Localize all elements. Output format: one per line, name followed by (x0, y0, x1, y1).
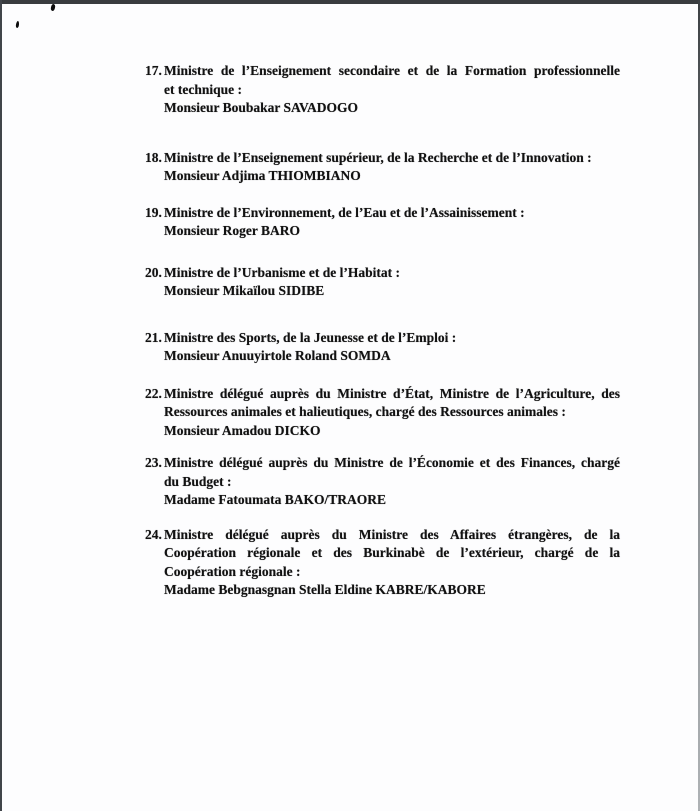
item-body (164, 385, 620, 441)
list-item (145, 204, 620, 241)
minister-title-line: Ministre délégué auprès du Ministre d’État, Ministre de l’Agriculture, des (164, 385, 620, 401)
minister-title-line: Coopération régionale : (164, 563, 301, 579)
list-item (145, 149, 620, 186)
minister-title-line: Ministre de l’Enseignement secondaire et de la Formation professionnelle (164, 63, 620, 78)
item-body (164, 329, 620, 366)
list-item (145, 454, 620, 510)
ministers-list (145, 62, 620, 600)
minister-name: Monsieur Roger BARO (164, 223, 300, 238)
ink-speck-left (16, 21, 20, 28)
minister-title-line: Ministre de l’Environnement, de l’Eau et de l’Assainissement : (164, 204, 525, 220)
minister-title-line: Ministre de l’Enseignement supérieur, de la Recherche et de l’Innovation : (164, 149, 592, 165)
item-number: 23. (145, 455, 162, 470)
minister-title-line: Ministre délégué auprès du Ministre des Affaires étrangères, de la (164, 526, 620, 542)
minister-name: Monsieur Adjima THIOMBIANO (164, 168, 361, 183)
item-number: 21. (145, 329, 162, 345)
item-body (164, 264, 620, 301)
item-number: 22. (145, 385, 162, 401)
scan-edge-left (0, 0, 2, 811)
minister-title-line: Ministre de l’Urbanisme et de l’Habitat : (164, 264, 400, 280)
item-number: 17. (145, 63, 162, 78)
minister-title-line: Ministre des Sports, de la Jeunesse et de l’Emploi : (164, 329, 457, 345)
minister-name: Monsieur Amadou DICKO (164, 422, 321, 438)
minister-title-line: Ministre délégué auprès du Ministre de l’Économie et des Finances, chargé (164, 455, 620, 470)
scan-edge-top (0, 0, 700, 4)
list-item (145, 526, 620, 600)
minister-name: Monsieur Boubakar SAVADOGO (164, 100, 359, 115)
minister-name: Madame Fatoumata BAKO/TRAORE (164, 492, 386, 507)
list-item (145, 385, 620, 441)
ink-speck-top (50, 4, 55, 12)
minister-title-line: du Budget : (164, 473, 232, 489)
list-item (145, 62, 620, 118)
item-number: 24. (145, 526, 162, 542)
list-item (145, 329, 620, 366)
minister-name: Madame Bebgnasgnan Stella Eldine KABRE/KABORE (164, 582, 486, 597)
item-body (164, 62, 620, 118)
minister-name: Monsieur Anuuyirtole Roland SOMDA (164, 348, 391, 363)
item-number: 20. (145, 264, 162, 280)
item-body (164, 204, 620, 241)
item-number: 18. (145, 149, 162, 165)
item-body (164, 149, 620, 186)
minister-title-line: Ressources animales et halieutiques, chargé des Ressources animales : (164, 404, 566, 419)
item-body (164, 454, 620, 510)
minister-title-line: et technique : (164, 81, 242, 97)
minister-title-line: Coopération régionale et des Burkinabè de l’extérieur, chargé de la (164, 545, 620, 560)
item-body (164, 526, 620, 600)
item-number: 19. (145, 204, 162, 220)
minister-name: Monsieur Mikaïlou SIDIBE (164, 283, 325, 298)
list-item (145, 264, 620, 301)
